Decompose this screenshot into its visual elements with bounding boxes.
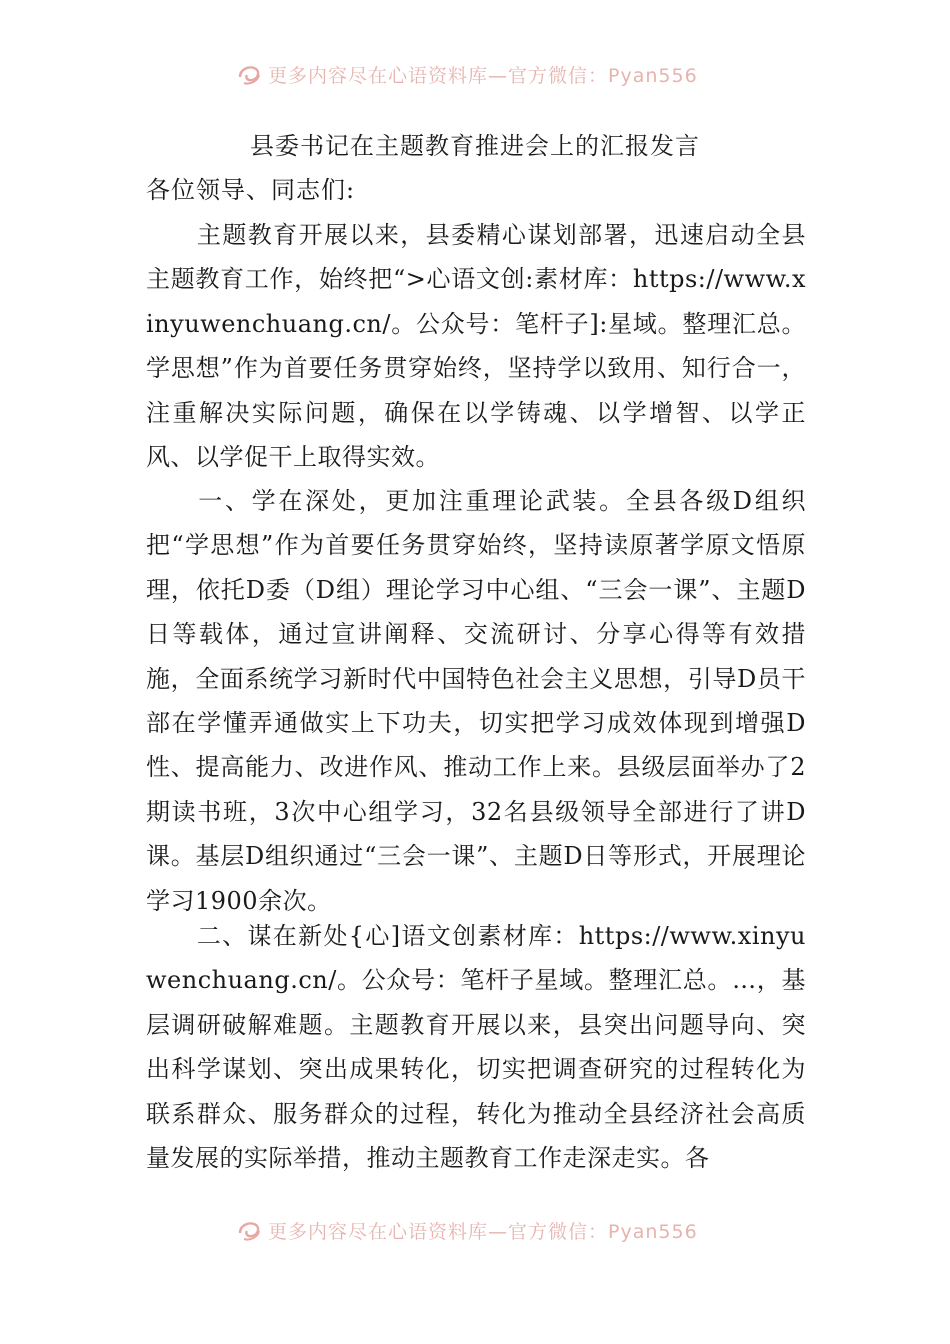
paragraph: 二、谋在新处{心]语文创素材库：https://www.xinyuwenchuang.cn/。公众号：笔杆子星域。整理汇总。…，基层调研破解难题。主题教育开展以来，县突出问题导向、突出科学谋划、突出成果转化，切实把调查研究的过程转化为联系群众、服务群众的过程，转化为推动全县经济社会高质量发展的实际举措，推动主题教育工作走深走实。各 [146, 922, 806, 1173]
watermark-text: 更多内容尽在心语资料库—官方微信：Pyan556 [268, 64, 698, 87]
watermark-text: 更多内容尽在心语资料库—官方微信：Pyan556 [268, 1220, 698, 1243]
header-watermark [0, 52, 950, 92]
paragraph: 一、学在深处，更加注重理论武装。全县各级D组织把“学思想”作为首要任务贯穿始终，坚持读原著学原文悟原理，依托D委（D组）理论学习中心组、“三会一课”、主题D日等载体，通过宣讲阐释、交流研讨、分享心得等有效措施，全面系统学习新时代中国特色社会主义思想，引导D员干部在学懂弄通做实上下功夫，切实把学习成效体现到增强D性、提高能力、改进作风、推动工作上来。县级层面举办了2期读书班，3次中心组学习，32名县级领导全部进行了讲D课。基层D组织通过“三会一课”、主题D日等形式，开展理论学习1900余次。 [146, 487, 806, 915]
footer-watermark [0, 1208, 950, 1248]
swirl-logo-icon [236, 61, 262, 87]
document-title: 县委书记在主题教育推进会上的汇报发言 [250, 132, 700, 160]
salutation: 各位领导、同志们: [146, 176, 356, 204]
paragraph: 主题教育开展以来，县委精心谋划部署，迅速启动全县主题教育工作，始终把“>心语文创:素材库：https://www.xinyuwenchuang.cn/。公众号：笔杆子]:星域。整理汇总。学思想”作为首要任务贯穿始终，坚持学以致用、知行合一，注重解决实际问题，确保在以学铸魂、以学增智、以学正风、以学促干上取得实效。 [146, 221, 806, 472]
swirl-logo-icon [236, 1217, 262, 1243]
